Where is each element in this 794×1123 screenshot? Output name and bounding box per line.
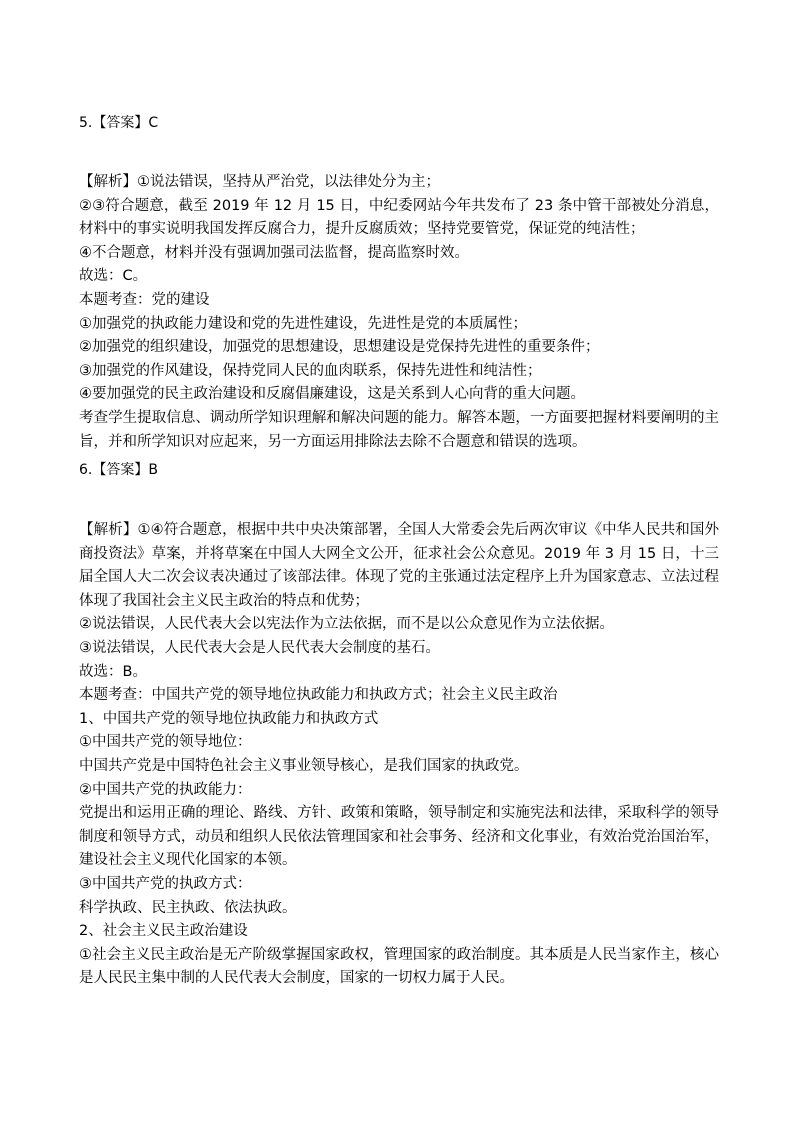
q5-line: 故选：C。 [79,268,148,285]
q5-line: ①加强党的执政能力建设和党的先进性建设，先进性是党的本质属性； [79,315,527,332]
q6-line: 【解析】①④符合题意，根据中共中央决策部署，全国人大常委会先后两次审议《中华人民共和国外商投资法》草案，并将草案在中国人大网全文公开，征求社会公众意见。2019 年 3 月 15 日，十三届全国人大二次会议表决通过了该部法律。体现了党的主张通过法定程序上升为国家意志、立法过程体现了我国社会主义民主政治的特点和优势； [79,522,719,609]
q6-line: 1、中国共产党的领导地位执政能力和执政方式 [79,710,379,727]
q6-line: 中国共产党是中国特色社会主义事业领导核心，是我们国家的执政党。 [79,757,529,774]
q6-line: 故选：B。 [79,663,147,680]
q6-line: ③中国共产党的执政方式： [79,875,252,892]
q6-answer: 6.【答案】B [79,462,158,478]
q5-line: 考查学生提取信息、调动所学知识理解和解决问题的能力。解答本题，一方面要把握材料要阐明的主旨，并和所学知识对应起来，另一方面运用排除法去除不合题意和错误的选项。 [79,409,719,450]
q5-line: ④不合题意，材料并没有强调加强司法监督，提高监察时效。 [79,244,469,261]
q5-analysis [79,171,719,454]
q5-line: ②加强党的组织建设，加强党的思想建设，思想建设是党保持先进性的重要条件； [79,339,600,356]
q5-line: ③加强党的作风建设，保持党同人民的血肉联系，保持先进性和纯洁性； [79,362,542,379]
q6-line: 2、社会主义民主政治建设 [79,923,248,940]
q5-answer: 5.【答案】C [79,115,159,131]
q5-line: 本题考查：党的建设 [79,291,210,308]
q6-line: ②中国共产党的执政能力： [79,781,252,798]
q6-line: ①社会主义民主政治是无产阶级掌握国家政权，管理国家的政治制度。其本质是人民当家作主，核心是人民民主集中制的人民代表大会制度，国家的一切权力属于人民。 [79,946,719,987]
q6-line: ②说法错误，人民代表大会以宪法作为立法依据，而不是以公众意见作为立法依据。 [79,616,614,633]
q6-line: 科学执政、民主执政、依法执政。 [79,899,297,916]
q5-line: ④要加强党的民主政治建设和反腐倡廉建设，这是关系到人心向背的重大问题。 [79,386,585,403]
q6-analysis [79,519,719,991]
q6-line: 本题考查：中国共产党的领导地位执政能力和执政方式；社会主义民主政治 [79,687,558,704]
q6-line: 党提出和运用正确的理论、路线、方针、政策和策略，领导制定和实施宪法和法律，采取科学的领导制度和领导方式，动员和组织人民依法管理国家和社会事务、经济和文化事业，有效治党治国治军，建设社会主义现代化国家的本领。 [79,805,719,869]
q6-line: ①中国共产党的领导地位： [79,734,252,751]
q6-line: ③说法错误，人民代表大会是人民代表大会制度的基石。 [79,639,440,656]
q5-line: ②③符合题意，截至 2019 年 12 月 15 日，中纪委网站今年共发布了 23 条中管干部被处分消息，材料中的事实说明我国发挥反腐合力，提升反腐质效；坚持党要管党，保证党的纯洁性； [79,197,719,238]
q5-line: 【解析】①说法错误，坚持从严治党，以法律处分为主； [79,174,440,190]
